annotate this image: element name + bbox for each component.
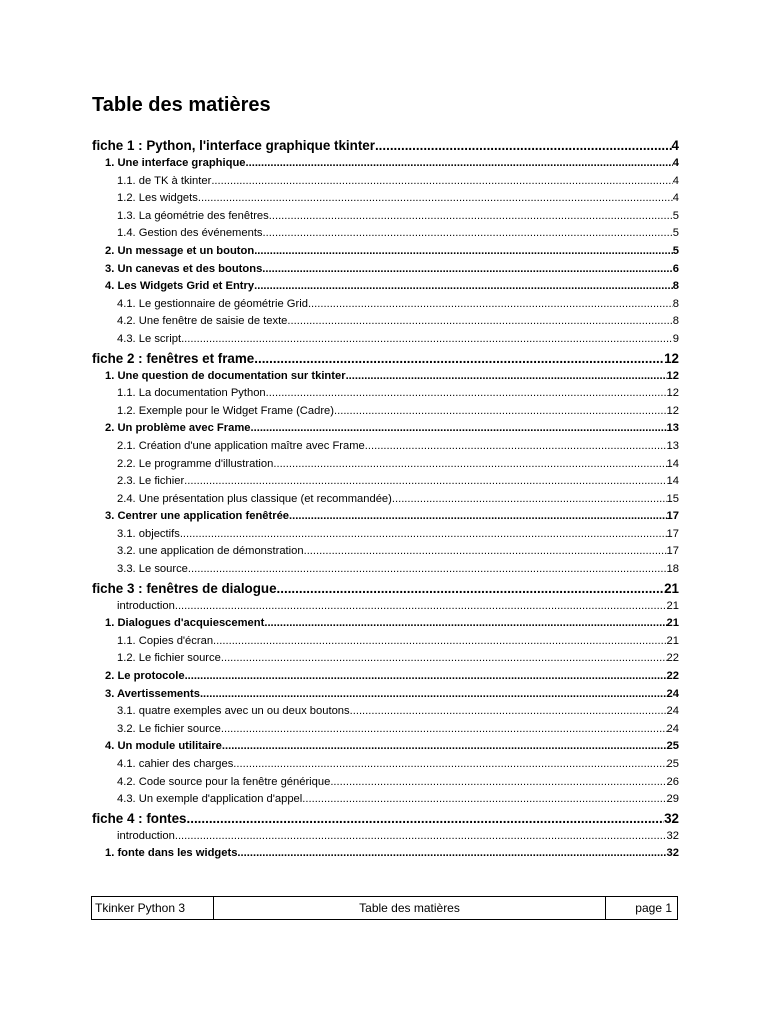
toc-entry-page: 29 xyxy=(666,793,679,806)
toc-entry-page: 12 xyxy=(666,369,679,382)
toc-subsection-entry[interactable] xyxy=(92,385,679,403)
toc-entry-page: 4 xyxy=(672,174,679,187)
toc-entry-page: 12 xyxy=(666,404,679,417)
toc-dot-leader xyxy=(175,598,667,616)
toc-dot-leader xyxy=(175,828,667,846)
toc-dot-leader xyxy=(262,261,672,279)
toc-entry-page: 13 xyxy=(666,422,679,435)
toc-section-entry[interactable] xyxy=(92,845,679,863)
page-footer xyxy=(91,896,678,920)
footer-document-name: Tkinker Python 3 xyxy=(92,897,214,919)
toc-entry-page: 14 xyxy=(666,475,679,488)
toc-dot-leader xyxy=(264,615,666,633)
toc-chapter-entry[interactable] xyxy=(92,579,679,598)
toc-entry-page: 21 xyxy=(666,634,679,647)
toc-entry-label: fiche 2 : fenêtres et frame xyxy=(92,350,255,366)
toc-entry-page: 22 xyxy=(666,652,679,665)
toc-entry-page: 17 xyxy=(666,510,679,523)
toc-dot-leader xyxy=(269,208,673,226)
toc-subsection-entry[interactable] xyxy=(92,526,679,544)
toc-entry-page: 32 xyxy=(664,810,679,826)
toc-subsection-entry[interactable] xyxy=(92,756,679,774)
toc-entry-label: 1. Dialogues d'acquiescement xyxy=(105,617,265,630)
toc-dot-leader xyxy=(213,633,667,651)
toc-entry-label: 2.4. Une présentation plus classique (et recommandée) xyxy=(117,492,392,505)
footer-page-number: page 1 xyxy=(635,901,672,915)
toc-section-entry[interactable] xyxy=(92,243,679,261)
toc-entry-page: 17 xyxy=(666,527,679,540)
toc-subsection-entry[interactable] xyxy=(92,438,679,456)
toc-dot-leader xyxy=(302,791,666,809)
toc-subsection-entry[interactable] xyxy=(92,633,679,651)
toc-entry-label: 1.2. Exemple pour le Widget Frame (Cadre) xyxy=(117,404,334,417)
toc-entry-label: 4.2. Code source pour la fenêtre générique xyxy=(117,775,331,788)
toc-section-entry[interactable] xyxy=(92,615,679,633)
toc-subsection-entry[interactable] xyxy=(92,721,679,739)
toc-entry-label: introduction xyxy=(117,829,175,842)
toc-entry-page: 4 xyxy=(672,157,679,169)
toc-dot-leader xyxy=(254,278,673,296)
toc-entry-label: 4.1. cahier des charges xyxy=(117,758,234,770)
toc-dot-leader xyxy=(200,686,667,704)
toc-entry-label: 3. Centrer une application fenêtrée xyxy=(105,510,290,523)
toc-dot-leader xyxy=(188,561,667,579)
toc-entry-page: 5 xyxy=(672,244,679,257)
toc-entry-page: 21 xyxy=(664,580,679,596)
toc-subsection-entry[interactable] xyxy=(92,774,679,792)
toc-section-entry[interactable] xyxy=(92,668,679,686)
toc-subsection-entry[interactable] xyxy=(92,543,679,561)
toc-dot-leader xyxy=(263,225,673,243)
toc-dot-leader xyxy=(254,243,673,261)
footer-section-title: Table des matières xyxy=(214,897,606,919)
toc-dot-leader xyxy=(233,756,666,774)
toc-entry-page: 21 xyxy=(666,599,679,612)
toc-entry-label: 4.2. Une fenêtre de saisie de texte xyxy=(117,315,288,328)
toc-entry-page: 14 xyxy=(666,457,679,470)
toc-dot-leader xyxy=(221,650,667,668)
toc-subsection-entry[interactable] xyxy=(92,456,679,474)
toc-subsection-entry[interactable] xyxy=(92,791,679,809)
toc-entry-page: 5 xyxy=(672,209,679,222)
toc-subsection-entry[interactable] xyxy=(92,473,679,491)
toc-entry-label: 2.1. Création d'une application maître avec Frame xyxy=(117,439,365,452)
toc-section-entry[interactable] xyxy=(92,155,679,173)
toc-dot-leader xyxy=(211,173,672,191)
toc-dot-leader xyxy=(181,331,673,349)
toc-entry-page: 12 xyxy=(666,387,679,400)
toc-entry-label: 4.3. Le script xyxy=(117,332,182,345)
toc-entry-page: 13 xyxy=(666,439,679,452)
toc-entry-page: 18 xyxy=(666,563,679,576)
toc-entry-page: 12 xyxy=(664,350,679,366)
page-title: Table des matières xyxy=(92,94,271,116)
toc-dot-leader xyxy=(251,420,667,438)
toc-entry-label: 3.1. objectifs xyxy=(117,527,180,540)
toc-dot-leader xyxy=(187,809,665,828)
toc-entry-label: 1.1. de TK à tkinter xyxy=(117,174,212,187)
toc-subsection-entry[interactable] xyxy=(92,561,679,579)
toc-entry-label: 1. Une question de documentation sur tkinter xyxy=(105,369,346,382)
toc-entry-page: 21 xyxy=(666,617,679,630)
toc-dot-leader xyxy=(308,296,673,314)
toc-entry-label: 3.2. une application de démonstration xyxy=(117,545,304,558)
toc-subsection-entry[interactable] xyxy=(92,173,679,191)
toc-entry-page: 24 xyxy=(666,687,679,700)
toc-entry-label: introduction xyxy=(117,599,175,612)
toc-dot-leader xyxy=(246,155,673,173)
toc-chapter-entry[interactable] xyxy=(92,136,679,155)
toc-entry-page: 32 xyxy=(666,847,679,860)
toc-entry-label: 1. fonte dans les widgets xyxy=(105,847,238,860)
toc-entry-page: 8 xyxy=(672,315,679,328)
toc-section-entry[interactable] xyxy=(92,368,679,386)
toc-entry-page: 24 xyxy=(666,705,679,718)
toc-dot-leader xyxy=(184,473,666,491)
toc-entry-label: 4.1. Le gestionnaire de géométrie Grid xyxy=(117,297,308,310)
toc-dot-leader xyxy=(221,721,667,739)
toc-entry-label: 4.3. Un exemple d'application d'appel xyxy=(117,793,303,806)
toc-entry-page: 17 xyxy=(666,545,679,558)
toc-dot-leader xyxy=(350,703,667,721)
toc-subsection-entry[interactable] xyxy=(92,208,679,226)
toc-dot-leader xyxy=(365,438,667,456)
toc-subsection-entry[interactable] xyxy=(92,296,679,314)
toc-subsection-entry[interactable] xyxy=(92,225,679,243)
toc-subsection-entry[interactable] xyxy=(92,491,679,509)
toc-entry-page: 6 xyxy=(672,262,679,275)
toc-subsection-entry[interactable] xyxy=(92,598,679,616)
toc-dot-leader xyxy=(392,491,667,509)
toc-dot-leader xyxy=(198,190,673,208)
toc-subsection-entry[interactable] xyxy=(92,313,679,331)
toc-subsection-entry[interactable] xyxy=(92,403,679,421)
toc-dot-leader xyxy=(237,845,666,863)
toc-entry-label: 3.2. Le fichier source xyxy=(117,722,221,735)
toc-entry-page: 22 xyxy=(666,670,679,683)
toc-section-entry[interactable] xyxy=(92,738,679,756)
toc-entry-label: 2.3. Le fichier xyxy=(117,475,185,488)
toc-section-entry[interactable] xyxy=(92,420,679,438)
toc-entry-label: 1.4. Gestion des événements xyxy=(117,227,263,240)
toc-entry-label: 2. Un problème avec Frame xyxy=(105,422,251,435)
toc-entry-label: 3. Un canevas et des boutons xyxy=(105,262,263,275)
toc-entry-label: 3. Avertissements xyxy=(105,687,200,700)
toc-dot-leader xyxy=(266,385,667,403)
toc-dot-leader xyxy=(375,136,672,155)
toc-dot-leader xyxy=(287,313,672,331)
toc-entry-page: 32 xyxy=(666,829,679,842)
toc-entry-label: 4. Les Widgets Grid et Entry xyxy=(105,280,255,293)
toc-entry-label: 3.3. Le source xyxy=(117,563,188,576)
toc-entry-label: 1.2. Le fichier source xyxy=(117,652,221,665)
toc-entry-label: 1.1. La documentation Python xyxy=(117,387,266,400)
toc-section-entry[interactable] xyxy=(92,508,679,526)
toc-dot-leader xyxy=(346,368,667,386)
toc-subsection-entry[interactable] xyxy=(92,828,679,846)
toc-subsection-entry[interactable] xyxy=(92,703,679,721)
toc-entry-label: fiche 4 : fontes xyxy=(92,810,187,826)
toc-dot-leader xyxy=(277,579,665,598)
toc-entry-page: 15 xyxy=(666,492,679,505)
toc-section-entry[interactable] xyxy=(92,686,679,704)
toc-entry-label: fiche 1 : Python, l'interface graphique tkinter xyxy=(92,138,375,153)
toc-entry-page: 4 xyxy=(671,138,679,153)
toc-dot-leader xyxy=(185,668,667,686)
toc-entry-label: 1.1. Copies d'écran xyxy=(117,634,214,647)
toc-dot-leader xyxy=(254,349,664,368)
toc-dot-leader xyxy=(222,738,667,756)
table-of-contents xyxy=(92,136,679,863)
toc-chapter-entry[interactable] xyxy=(92,349,679,368)
toc-entry-label: 4. Un module utilitaire xyxy=(105,740,222,753)
toc-entry-label: 1.3. La géométrie des fenêtres xyxy=(117,209,269,222)
toc-entry-page: 9 xyxy=(672,332,679,345)
toc-entry-page: 26 xyxy=(666,775,679,788)
toc-entry-page: 4 xyxy=(672,192,679,205)
toc-section-entry[interactable] xyxy=(92,261,679,279)
toc-entry-label: 2. Un message et un bouton xyxy=(105,244,255,257)
toc-subsection-entry[interactable] xyxy=(92,331,679,349)
toc-dot-leader xyxy=(289,508,667,526)
toc-entry-label: fiche 3 : fenêtres de dialogue xyxy=(92,580,277,596)
toc-subsection-entry[interactable] xyxy=(92,650,679,668)
toc-entry-page: 25 xyxy=(666,740,679,753)
toc-subsection-entry[interactable] xyxy=(92,190,679,208)
toc-dot-leader xyxy=(273,456,666,474)
toc-dot-leader xyxy=(330,774,666,792)
toc-dot-leader xyxy=(334,403,667,421)
toc-entry-label: 2. Le protocole xyxy=(105,670,185,683)
toc-chapter-entry[interactable] xyxy=(92,809,679,828)
toc-dot-leader xyxy=(304,543,667,561)
toc-entry-page: 8 xyxy=(672,297,679,310)
toc-entry-page: 24 xyxy=(666,722,679,735)
toc-entry-label: 1. Une interface graphique xyxy=(105,157,246,169)
toc-entry-label: 2.2. Le programme d'illustration xyxy=(117,457,274,470)
toc-entry-page: 25 xyxy=(666,758,679,770)
toc-entry-label: 1.2. Les widgets xyxy=(117,192,198,205)
toc-entry-label: 3.1. quatre exemples avec un ou deux boutons xyxy=(117,705,350,718)
toc-section-entry[interactable] xyxy=(92,278,679,296)
toc-dot-leader xyxy=(180,526,667,544)
toc-entry-page: 8 xyxy=(672,280,679,293)
toc-entry-page: 5 xyxy=(672,227,679,240)
